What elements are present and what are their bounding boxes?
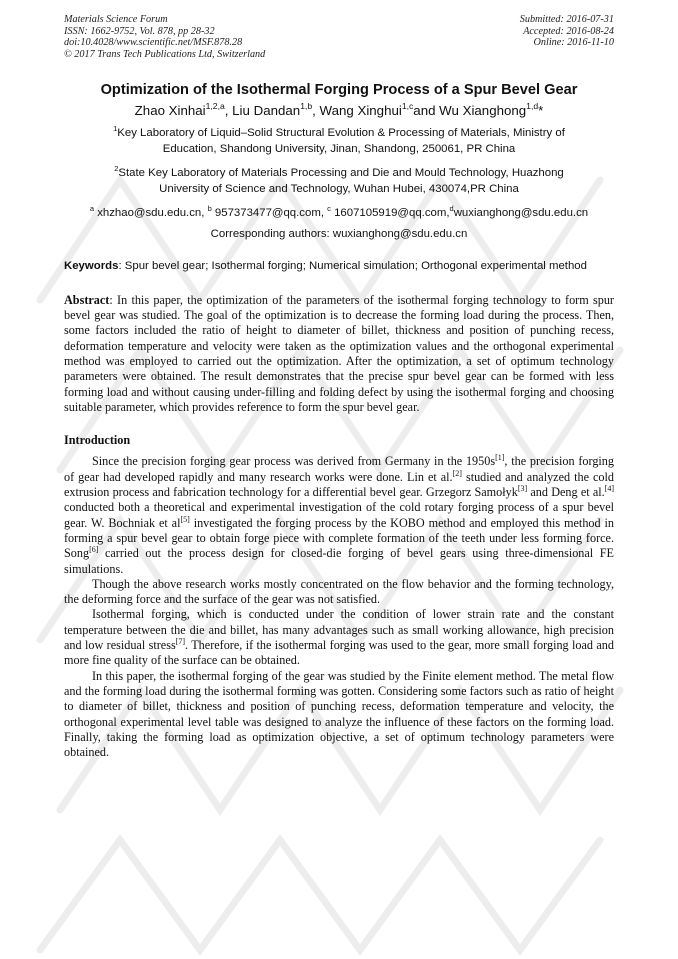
author-name: and Wu Xianghong bbox=[413, 103, 527, 118]
paragraph-text: . Therefore, if the isothermal forging was used to the gear, more small forging load and more fine quality of the surface can be obtained. bbox=[64, 638, 614, 668]
issn: ISSN: 1662-9752, Vol. 878, pp 28-32 bbox=[64, 25, 215, 37]
author-affiliation-mark: 1,2,a bbox=[205, 101, 225, 111]
intro-paragraph-3 bbox=[64, 607, 614, 668]
author-affiliation-mark: 1,d bbox=[526, 101, 539, 111]
section-heading-introduction: Introduction bbox=[64, 433, 131, 448]
paragraph-text: and Deng et al. bbox=[527, 485, 605, 500]
affiliation-2 bbox=[64, 165, 614, 197]
keywords bbox=[64, 260, 614, 274]
affiliation-line: Education, Shandong University, Jinan, Shandong, 250061, PR China bbox=[162, 143, 516, 155]
affiliation-line: Key Laboratory of Liquid–Solid Structural Evolution & Processing of Materials, Ministry of bbox=[117, 127, 565, 139]
paragraph-text: studied and analyzed the cold extrusion process and fabrication technology for a differential bevel gear. Grzegorz Samołyk bbox=[64, 469, 615, 500]
author-separator: , bbox=[312, 103, 320, 118]
accepted-date: Accepted: 2016-08-24 bbox=[523, 25, 614, 37]
author-emails bbox=[64, 205, 614, 221]
author-separator: , bbox=[224, 103, 233, 118]
author-affiliation-mark: 1,c bbox=[401, 101, 414, 111]
abstract-text: : In this paper, the optimization of the parameters of the isothermal forging technology to form spur bevel gear was studied. The goal of the optimization is to decrease the forming load during the process. Then, some factors included the ratio of height to diameter of billet, thickness and position of punching recess, deformation temperature and velocity were taken as the optimization values and the orthogonal experimental method was employed to carried out the optimization. After the optimization, a set of optimum technology parameters were obtained. The result demonstrates that the precise spur bevel gear can be formed with less forming load and without causing under-filling and folding defect by using the isothermal forging and choosing suitable parameter, which provides reference to form the spur bevel gear. bbox=[64, 292, 614, 414]
email-mark: b bbox=[207, 204, 212, 213]
paragraph-text: conducted both a theoretical and experimental investigation of the cold rotary forging process of a spur bevel gear. W. Bochniak et al bbox=[64, 500, 614, 530]
author-list bbox=[64, 102, 614, 120]
copyright: © 2017 Trans Tech Publications Ltd, Switzerland bbox=[64, 48, 266, 60]
paper-title: Optimization of the Isothermal Forging Process of a Spur Bevel Gear bbox=[100, 82, 578, 98]
paragraph-text: carried out the process design for closed-die forging of bevel gears using three-dimensional FE simulations. bbox=[64, 546, 614, 576]
header-left bbox=[64, 14, 265, 60]
citation-2[interactable]: [2] bbox=[452, 468, 462, 478]
citation-4[interactable]: [4] bbox=[604, 484, 615, 494]
citation-3[interactable]: [3] bbox=[517, 484, 528, 494]
paragraph-text: , the precision forging of gear had developed rapidly and many research works were done. Lin et al. bbox=[64, 454, 614, 484]
email-mark: a bbox=[89, 204, 95, 213]
intro-paragraph-2: Though the above research works mostly concentrated on the flow behavior and the forming technology, the deforming force and the surface of the gear was not satisfied. bbox=[64, 576, 614, 607]
paragraph-text: Since the precision forging gear process was derived from Germany in the 1950s bbox=[92, 454, 496, 469]
email-link[interactable]: 1607105919@qq.com, bbox=[330, 207, 450, 219]
online-date: Online: 2016-11-10 bbox=[533, 37, 614, 49]
author-affiliation-mark: 1,b bbox=[300, 101, 313, 111]
email-mark: c bbox=[327, 204, 331, 213]
author-name: Wang Xinghui bbox=[319, 103, 402, 118]
intro-paragraph-4: In this paper, the isothermal forging of the gear was studied by the Finite element method. The metal flow and the forming load during the isothermal forming was gotten. Considering some factors such as ratio of height to diameter of billet, thickness and position of punching recess, deformation temperature and velocity, the orthogonal experimental level table was designed to analyze the influence of these factors on the forming load. Finally, taking the forming load as optimization objective, a set of optimum technology parameters were obtained. bbox=[64, 668, 614, 760]
citation-1[interactable]: [1] bbox=[495, 453, 505, 463]
affiliation-mark: 1 bbox=[113, 124, 118, 133]
email-link[interactable]: xhzhao@sdu.edu.cn, bbox=[94, 207, 208, 219]
email-link[interactable]: 957373477@qq.com, bbox=[211, 207, 328, 219]
keywords-text: : Spur bevel gear; Isothermal forging; Numerical simulation; Orthogonal experimental method bbox=[118, 260, 587, 272]
paragraph-text: Isothermal forging, which is conducted under the condition of lower strain rate and the constant temperature between the die and billet, has many advantages such as small working allowance, high precision and low residual stress bbox=[64, 607, 614, 653]
keywords-label: Keywords bbox=[64, 260, 119, 272]
corresponding-authors: Corresponding authors: wuxianghong@sdu.edu.cn bbox=[210, 228, 468, 240]
citation-7[interactable]: [7] bbox=[175, 637, 186, 647]
running-header bbox=[64, 14, 614, 62]
email-mark: d bbox=[449, 204, 454, 213]
affiliation-line: University of Science and Technology, Wuhan Hubei, 430074,PR China bbox=[159, 183, 519, 195]
abstract-label: Abstract bbox=[64, 292, 110, 307]
citation-5[interactable]: [5] bbox=[180, 514, 190, 524]
doi: doi:10.4028/www.scientific.net/MSF.878.28 bbox=[64, 37, 243, 49]
affiliation-1 bbox=[64, 125, 614, 157]
author-name: Liu Dandan bbox=[232, 103, 301, 118]
header-right bbox=[520, 14, 614, 49]
submitted-date: Submitted: 2016-07-31 bbox=[519, 14, 614, 25]
affiliation-line: State Key Laboratory of Materials Processing and Die and Mould Technology, Huazhong bbox=[118, 167, 564, 179]
affiliation-mark: 2 bbox=[114, 164, 119, 173]
corresponding-star: * bbox=[538, 103, 544, 118]
citation-6[interactable]: [6] bbox=[89, 545, 99, 555]
journal-name: Materials Science Forum bbox=[64, 14, 168, 25]
abstract bbox=[64, 293, 614, 415]
intro-paragraph-1 bbox=[64, 454, 614, 576]
email-link[interactable]: wuxianghong@sdu.edu.cn bbox=[453, 207, 589, 219]
author-name: Zhao Xinhai bbox=[134, 103, 206, 118]
paragraph-text: investigated the forging process by the KOBO method and employed this method in forming a spur bevel gear to obtain forge piece with complete formation of the teeth under less forming force. Song bbox=[64, 515, 614, 561]
